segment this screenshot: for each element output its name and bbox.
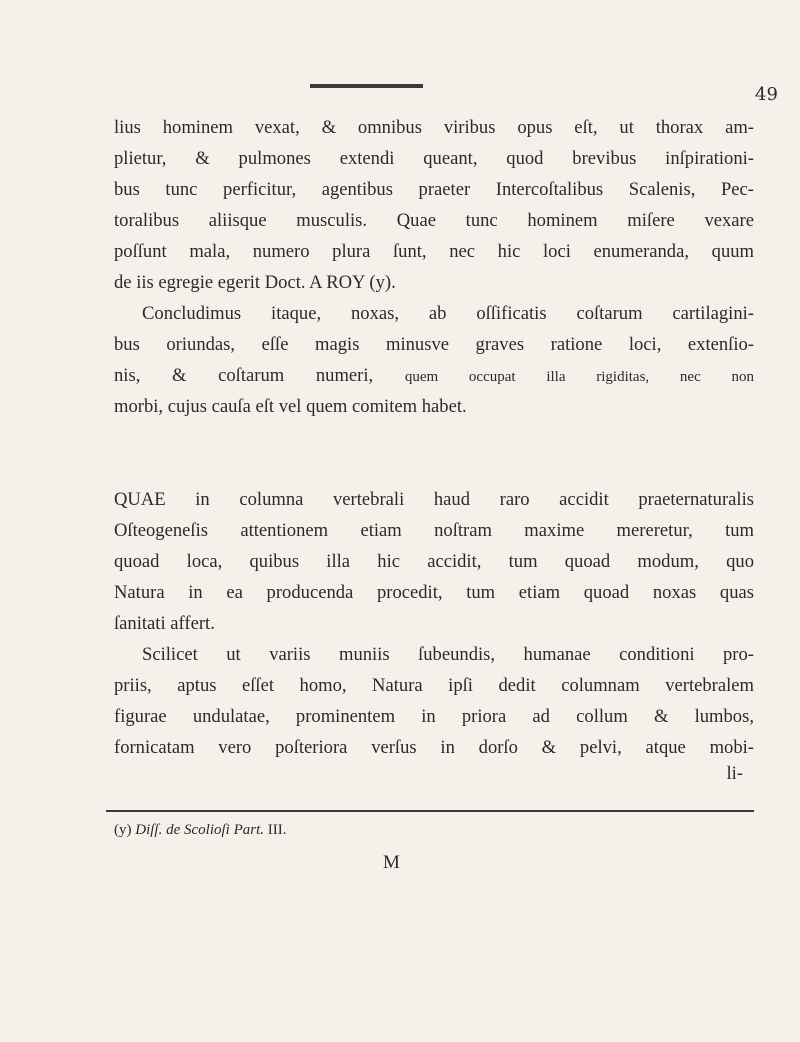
text-line: plietur, & pulmones extendi queant, quod brevibus inſpirationi- — [114, 148, 754, 169]
text-line: morbi, cujus cauſa eſt vel quem comitem habet. — [114, 396, 467, 417]
text-line: ſanitati affert. — [114, 613, 215, 634]
text-line-part-small: quem occupat illa rigiditas, nec non — [404, 369, 754, 385]
text-line: Natura in ea producenda procedit, tum etiam quoad noxas quas — [114, 582, 754, 603]
text-line: Oſteogeneſis attentionem etiam noſtram maxime mereretur, tum — [114, 520, 754, 541]
header-rule — [310, 84, 423, 88]
text-line: Concludimus itaque, noxas, ab oſſificatis coſtarum cartilagini- — [142, 303, 754, 324]
text-line: lius hominem vexat, & omnibus viribus opus eſt, ut thorax am- — [114, 117, 754, 138]
text-block-1 — [114, 112, 754, 422]
footnote-rule — [106, 810, 754, 812]
text-line: bus tunc perficitur, agentibus praeter Intercoſtalibus Scalenis, Pec- — [114, 179, 754, 200]
text-line: priis, aptus eſſet homo, Natura ipſi dedit columnam vertebralem — [114, 675, 754, 696]
text-line: toralibus aliisque musculis. Quae tunc hominem miſere vexare — [114, 210, 754, 231]
footnote-part: III. — [267, 822, 287, 838]
text-line: QUAE in columna vertebrali haud raro accidit praeternaturalis — [114, 489, 754, 510]
text-line: de iis egregie egerit Doct. A ROY (y). — [114, 272, 396, 293]
text-line: poſſunt mala, numero plura ſunt, nec hic loci enumeranda, quum — [114, 241, 754, 262]
text-line: Scilicet ut variis muniis ſubeundis, humanae conditioni pro- — [142, 644, 754, 665]
text-line: figurae undulatae, prominentem in priora ad collum & lumbos, — [114, 706, 754, 727]
text-line: quoad loca, quibus illa hic accidit, tum quoad modum, quo — [114, 551, 754, 572]
signature-mark: M — [383, 852, 400, 873]
footnote — [114, 822, 287, 839]
page-number: 49 — [755, 84, 778, 105]
footnote-text: Diſſ. de Scolioſi Part. — [135, 822, 264, 838]
text-line — [114, 360, 754, 391]
text-line-part: nis, & coſtarum numeri, — [114, 365, 374, 386]
text-line: bus oriundas, eſſe magis minusve graves ratione loci, extenſio- — [114, 334, 754, 355]
text-line: fornicatam vero poſteriora verſus in dorſo & pelvi, atque mobi- — [114, 737, 754, 758]
footnote-marker: (y) — [114, 822, 132, 838]
text-block-2 — [114, 484, 754, 763]
catchword: li- — [726, 763, 743, 784]
